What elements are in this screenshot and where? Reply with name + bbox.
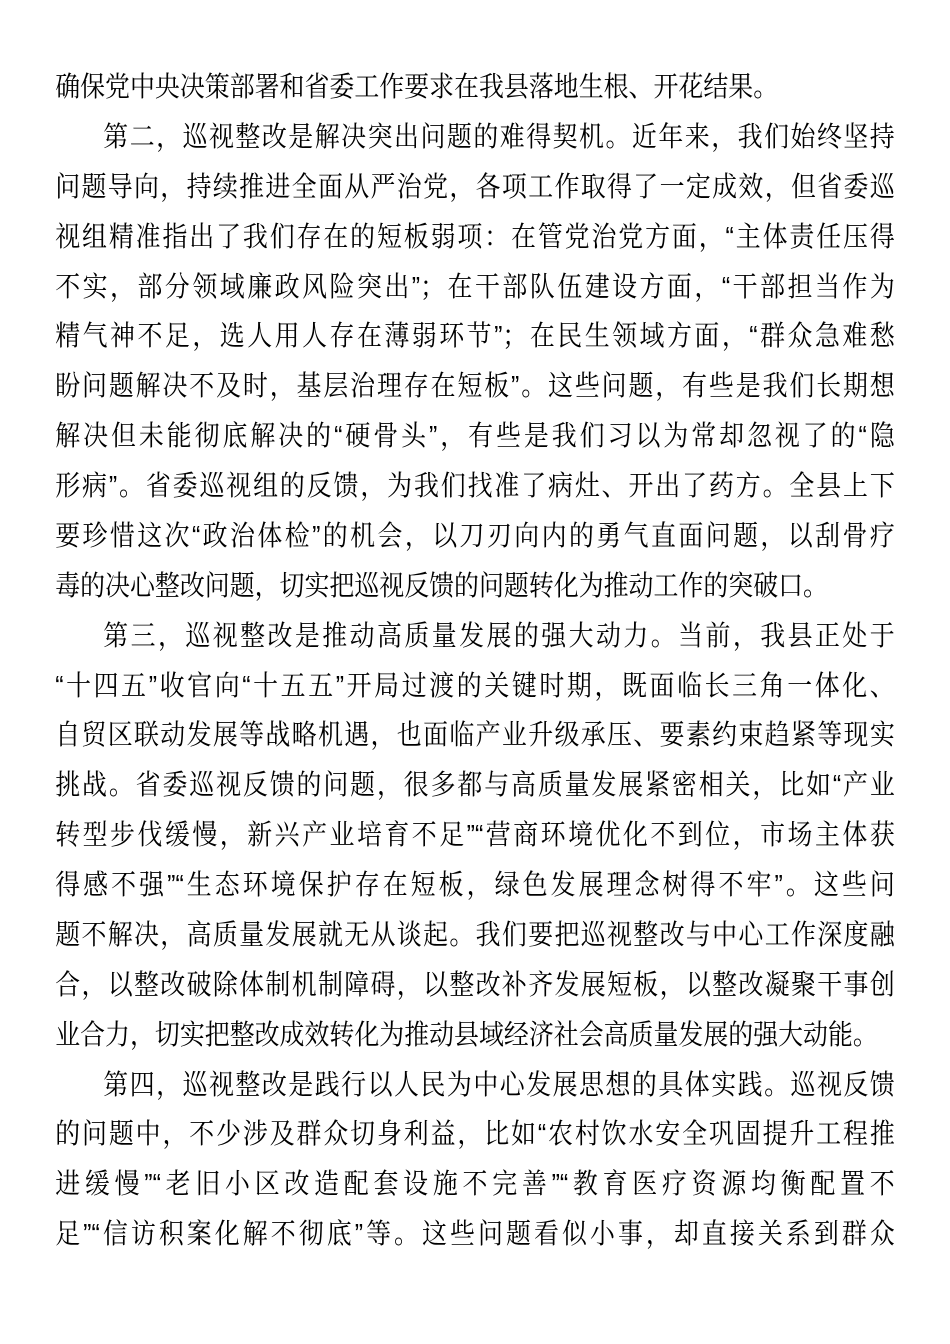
text-line: 第四，巡视整改是践行以人民为中心发展思想的具体实践。巡视反馈 [103, 1068, 895, 1100]
text-line: 确保党中央决策部署和省委工作要求在我县落地生根、开花结果。 [55, 71, 779, 102]
text-line: 不实，部分领域廉政风险突出”；在干部队伍建设方面，“干部担当作为 [55, 270, 895, 302]
text-line: 业合力，切实把整改成效转化为推动县域经济社会高质量发展的强大动能。 [55, 1018, 878, 1050]
text-line: 的问题中，不少涉及群众切身利益，比如“农村饮水安全巩固提升工程推 [55, 1118, 895, 1150]
text-line: 视组精准指出了我们存在的短板弱项：在管党治党方面，“主体责任压得 [55, 220, 895, 252]
text-line: 进缓慢”“老旧小区改造配套设施不完善”“教育医疗资源均衡配置不 [55, 1168, 895, 1200]
paragraph [55, 112, 895, 611]
text-line: 得感不强”“生态环境保护存在短板，绿色发展理念树得不牢”。这些问 [55, 869, 895, 900]
text-line: 形病”。省委巡视组的反馈，为我们找准了病灶、开出了药方。全县上下 [55, 470, 895, 501]
text-line: 题不解决，高质量发展就无从谈起。我们要把巡视整改与中心工作深度融 [55, 918, 895, 950]
text-line: 盼问题解决不及时，基层治理存在短板”。这些问题，有些是我们长期想 [55, 370, 895, 402]
text-line: 转型步伐缓慢，新兴产业培育不足”“营商环境优化不到位，市场主体获 [55, 819, 895, 851]
text-line: 问题导向，持续推进全面从严治党，各项工作取得了一定成效，但省委巡 [55, 170, 895, 202]
text-line: 自贸区联动发展等战略机遇，也面临产业升级承压、要素约束趋紧等现实 [55, 719, 895, 751]
paragraph [55, 62, 895, 112]
text-line: 挑战。省委巡视反馈的问题，很多都与高质量发展紧密相关，比如“产业 [55, 769, 895, 801]
text-line: “十四五”收官向“十五五”开局过渡的关键时期，既面临长三角一体化、 [55, 669, 895, 701]
text-line: 足”“信访积案化解不彻底”等。这些问题看似小事，却直接关系到群众 [55, 1218, 895, 1250]
text-line: 解决但未能彻底解决的“硬骨头”，有些是我们习以为常却忽视了的“隐 [55, 420, 895, 452]
paragraph [55, 611, 895, 1060]
text-line: 第二，巡视整改是解决突出问题的难得契机。近年来，我们始终坚持 [103, 120, 895, 152]
paragraph [55, 1060, 895, 1260]
text-line: 第三，巡视整改是推动高质量发展的强大动力。当前，我县正处于 [103, 619, 895, 651]
text-line: 要珍惜这次“政治体检”的机会，以刀刃向内的勇气直面问题，以刮骨疗 [55, 519, 895, 551]
text-line: 合，以整改破除体制机制障碍，以整改补齐发展短板，以整改凝聚干事创 [55, 968, 895, 1000]
text-line: 毒的决心整改问题，切实把巡视反馈的问题转化为推动工作的突破口。 [55, 569, 828, 601]
text-line: 精气神不足，选人用人存在薄弱环节”；在民生领域方面，“群众急难愁 [55, 320, 895, 352]
